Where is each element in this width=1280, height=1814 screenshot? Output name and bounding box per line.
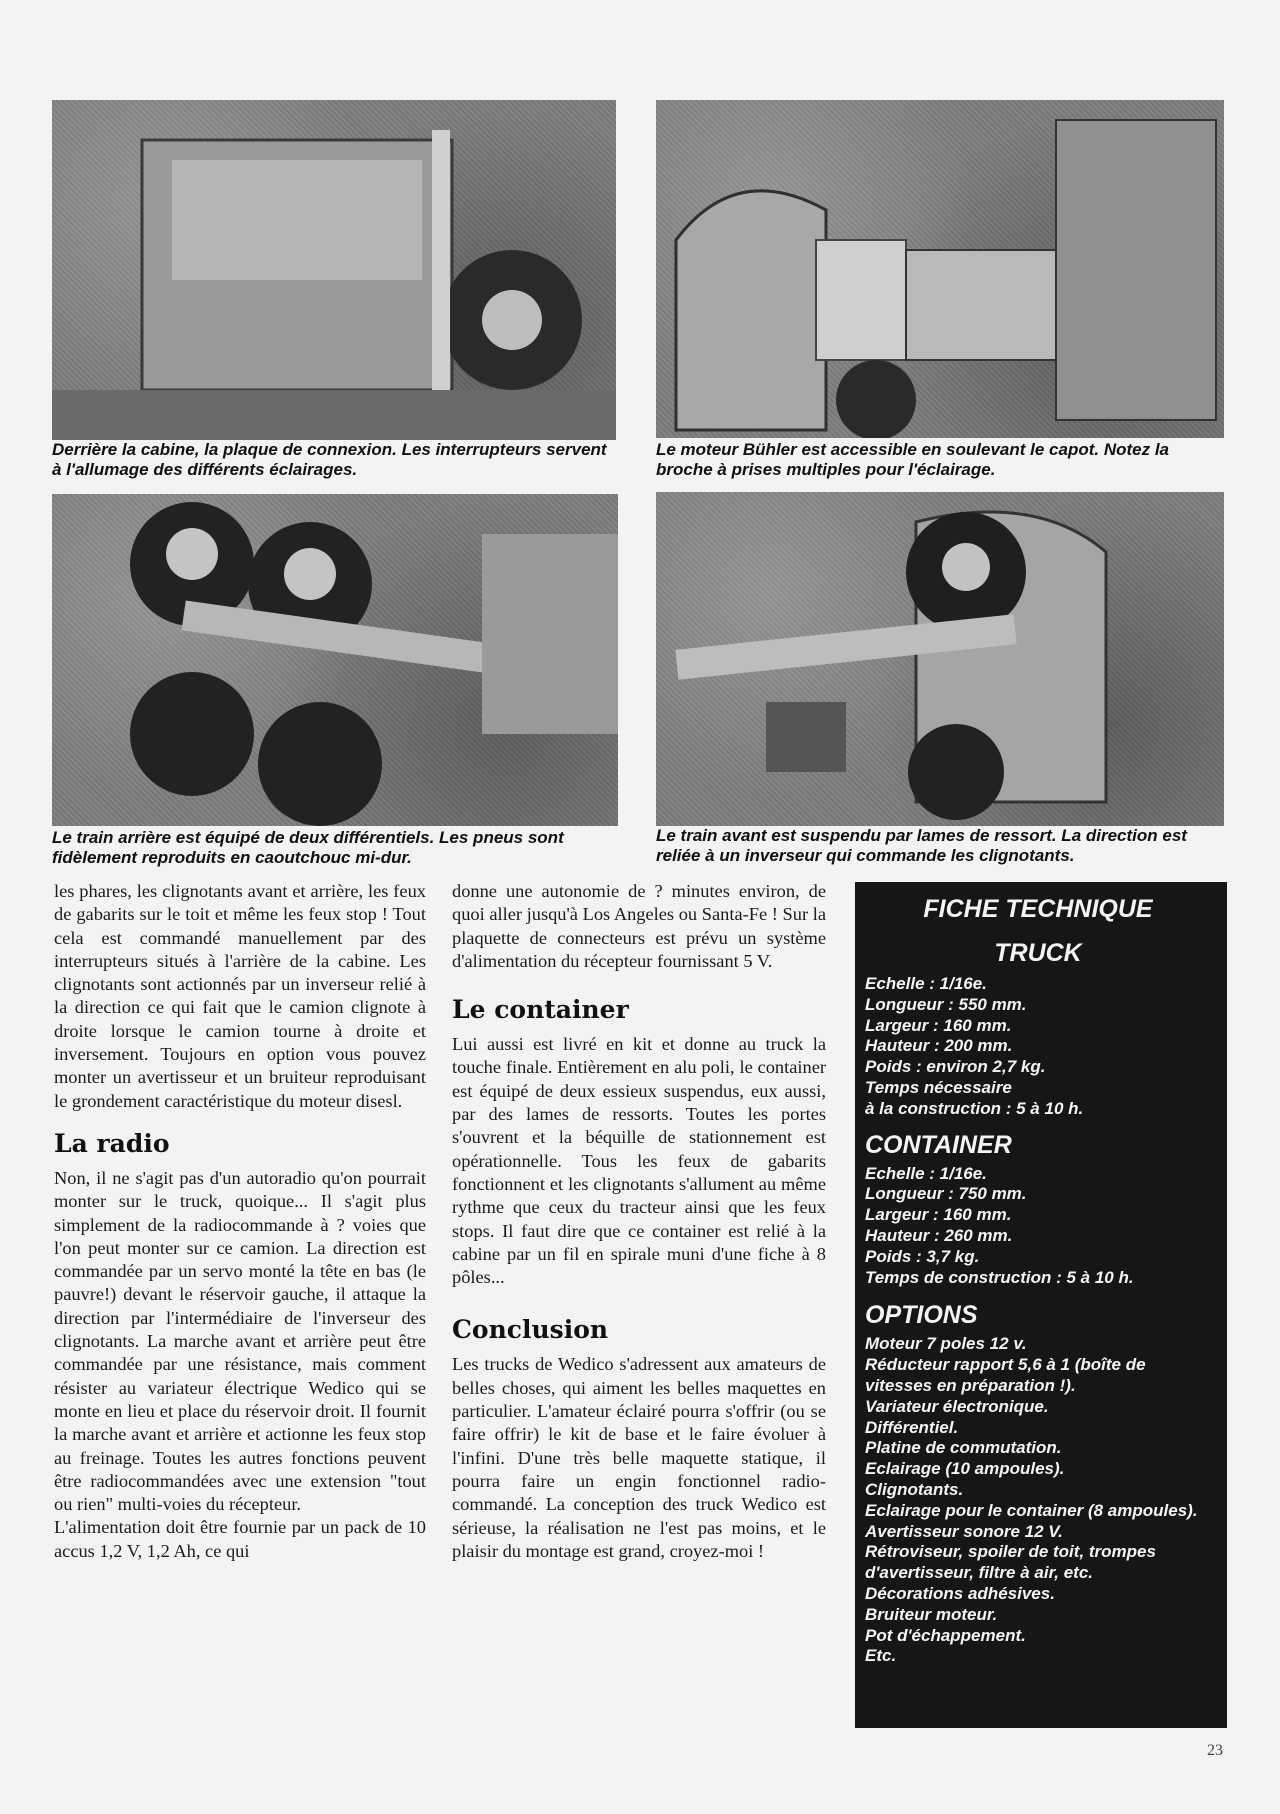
photo-caption-4: Le train avant est suspendu par lames de ressort. La direction est reliée à un inverseur qui commande les clignotants.: [656, 826, 1187, 865]
spec-item: Longueur : 750 mm.: [865, 1184, 1027, 1204]
option-item: Différentiel.: [865, 1417, 959, 1437]
tech-sheet-title: FICHE TECHNIQUE: [923, 895, 1153, 923]
option-item: Platine de commutation.: [865, 1438, 1062, 1458]
paragraph: les phares, les clignotants avant et arrière, les feux de gabarits sur le toit et même les feux stop ! Tout cela est commandé manuellement par des interrupteurs situés à l'arrière de la cabine. Les clignotants sont actionnés par un inverseur relié à la direction ce qui fait que le camion clignote à droite lorsque le camion tourne à droite et inversement. Toujours en option vous pouvez monter un avertisseur et un bruiteur reproduisant le grondement caractéristique du moteur disesl.: [54, 881, 426, 1111]
option-item: Rétroviseur, spoiler de toit, trompes d'avertisseur, filtre à air, etc.: [865, 1542, 1156, 1583]
spec-item: Temps nécessaire: [865, 1077, 1012, 1097]
spec-item: Hauteur : 200 mm.: [865, 1036, 1013, 1056]
spec-item: Longueur : 550 mm.: [865, 994, 1027, 1014]
photo-cabin-drawing: [52, 100, 616, 440]
page-number: 23: [1207, 1742, 1223, 1759]
container-heading: CONTAINER: [865, 1130, 1012, 1159]
section-heading: Conclusion: [452, 1315, 609, 1345]
option-item: Clignotants.: [865, 1479, 964, 1499]
photo-caption-1: Derrière la cabine, la plaque de connexion. Les interrupteurs servent à l'allumage des différents éclairages.: [52, 440, 607, 479]
photo-caption-2: Le moteur Bühler est accessible en soulevant le capot. Notez la broche à prises multiples pour l'éclairage.: [656, 440, 1169, 479]
photo-cabin-connection-plate: [52, 100, 616, 440]
option-item: Eclairage (10 ampoules).: [865, 1459, 1065, 1479]
option-item: Décorations adhésives.: [865, 1583, 1055, 1603]
photo-motor-drawing: [656, 100, 1224, 438]
option-item: Pot d'échappement.: [865, 1625, 1026, 1645]
spec-item: Largeur : 160 mm.: [865, 1205, 1012, 1225]
photo-caption-3: Le train arrière est équipé de deux différentiels. Les pneus sont fidèlement reproduits en caoutchouc mi-dur.: [52, 828, 564, 867]
paragraph: Non, il ne s'agit pas d'un autoradio qu'on pourrait monter sur le truck, quoique... Il s'agit plus simplement de la radiocommande à ? voies que l'on peut monter sur ce camion. La direction est commandée par un servo monté la tête en bas (le pauvre!) devant le réservoir gauche, il attaque la direction par l'intermédiaire de l'inverseur des clignotants. La marche avant et arrière peut être commandée par une résistance, mais comment résister au variateur électrique Wedico qui se monte en lieu et place du réservoir droit. Il fournit la marche avant et arrière et actionne les feux stop au freinage. Toutes les autres fonctions peuvent être radiocommandées avec une extension "tout ou rien" multi-voies du récepteur.: [54, 1167, 426, 1515]
photo-buhler-motor: [656, 100, 1224, 438]
spec-item: Echelle : 1/16e.: [865, 1163, 987, 1183]
spec-item: Temps de construction : 5 à 10 h.: [865, 1267, 1134, 1287]
options-list: [865, 1334, 1211, 1667]
paragraph: L'alimentation doit être fournie par un pack de 10 accus 1,2 V, 1,2 Ah, ce qui: [54, 1517, 426, 1561]
option-item: Eclairage pour le container (8 ampoules).: [865, 1500, 1198, 1520]
option-item: Variateur électronique.: [865, 1396, 1049, 1416]
tech-sheet-box: [855, 882, 1227, 1728]
container-specs-list: [865, 1164, 1211, 1289]
spec-item: Largeur : 160 mm.: [865, 1015, 1012, 1035]
spec-item: Poids : 3,7 kg.: [865, 1246, 980, 1266]
option-item: Avertisseur sonore 12 V.: [865, 1521, 1063, 1541]
option-item: Réducteur rapport 5,6 à 1 (boîte de vitesses en préparation !).: [865, 1355, 1146, 1395]
options-heading: OPTIONS: [865, 1301, 978, 1330]
photo-rear-axle: [52, 494, 618, 826]
option-item: Bruiteur moteur.: [865, 1604, 998, 1624]
option-item: Etc.: [865, 1646, 897, 1666]
spec-item: Echelle : 1/16e.: [865, 974, 987, 993]
spec-item: Poids : environ 2,7 kg.: [865, 1057, 1046, 1077]
spec-item: à la construction : 5 à 10 h.: [865, 1098, 1084, 1118]
paragraph: donne une autonomie de ? minutes environ, de quoi aller jusqu'à Los Angeles ou Santa-Fe ! Sur la plaquette de connecteurs est prévu un système d'alimentation du récepteur fournissant 5 V.: [452, 881, 826, 971]
truck-specs-list: [865, 974, 1211, 1120]
section-heading: La radio: [54, 1128, 170, 1158]
photo-front-axle: [656, 492, 1224, 826]
section-heading: Le container: [452, 995, 629, 1025]
photo-front-axle-drawing: [656, 492, 1224, 826]
option-item: Moteur 7 poles 12 v.: [865, 1334, 1027, 1354]
paragraph: Lui aussi est livré en kit et donne au truck la touche finale. Entièrement en alu poli, le container est équipé de deux essieux suspendus, eux aussi, par des lames de ressorts. Toutes les portes s'ouvrent et la béquille de stationnement est opérationnelle. Tous les feux de gabarits fonctionnent et les clignotants s'allument au même rythme que ceux du tracteur ainsi que les feux stops. Il faut dire que ce container est relié à la cabine par un fil en spirale muni d'une fiche à 8 pôles...: [452, 1034, 826, 1288]
article-column-2: [452, 880, 826, 1563]
paragraph: Les trucks de Wedico s'adressent aux amateurs de belles choses, qui aiment les belles maquettes en particulier. L'amateur éclairé pourra s'offrir (ou se faire offrir) le kit de base et le faire évoluer à l'infini. D'une très belle maquette statique, il pourra faire un engin fonctionnel radio-commandé. La conception des truck Wedico est sérieuse, la réalisation ne l'est pas moins, et le plaisir du montage est grand, croyez-moi !: [452, 1354, 826, 1561]
article-column-1: [54, 880, 426, 1563]
truck-heading: TRUCK: [994, 939, 1082, 967]
spec-item: Hauteur : 260 mm.: [865, 1225, 1013, 1245]
photo-rear-axle-drawing: [52, 494, 618, 826]
